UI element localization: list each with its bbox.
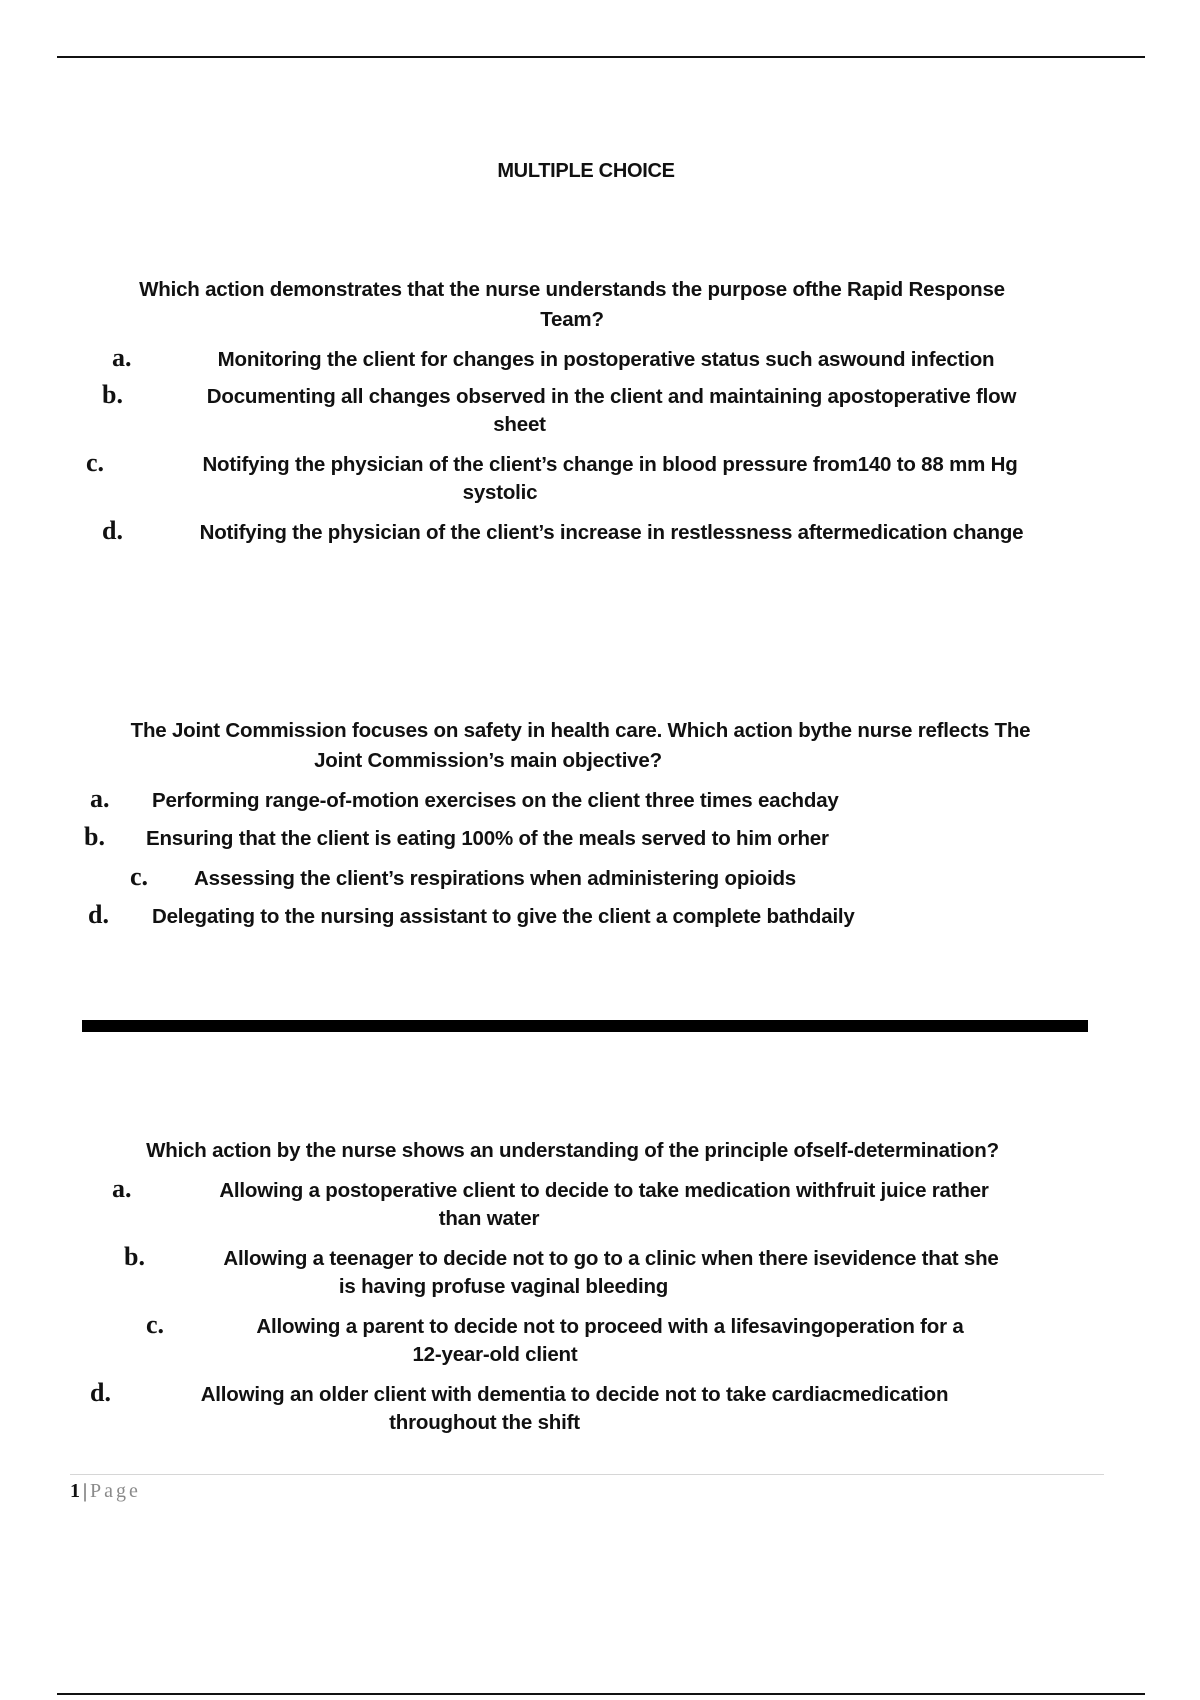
option-letter: c.: [146, 1310, 165, 1339]
page-label: Page: [90, 1480, 141, 1502]
option-letter: b.: [124, 1242, 145, 1271]
option-letter: c.: [86, 448, 105, 477]
q2-option-b[interactable]: [84, 822, 906, 853]
option-line: Notifying the physician of the client’s increase in restlessness aftermedication change: [199, 521, 1024, 544]
option-line: Documenting all changes observed in the client and maintaining apostoperative flow: [206, 385, 1017, 408]
q2-option-c[interactable]: [130, 862, 894, 893]
q3-option-d[interactable]: [90, 1378, 997, 1437]
question-2-stem: [88, 716, 1073, 776]
footer-rule: [70, 1474, 1104, 1475]
option-letter: d.: [102, 516, 123, 545]
option-line: Performing range-of-motion exercises on the client three times eachday: [152, 789, 839, 812]
q3-option-b[interactable]: [124, 1242, 1036, 1301]
stem-line: Which action demonstrates that the nurse understands the purpose ofthe Rapid Response: [139, 278, 1005, 301]
bottom-rule: [57, 1693, 1145, 1695]
q1-option-d[interactable]: [102, 516, 1059, 547]
option-line: Assessing the client’s respirations when administering opioids: [194, 867, 796, 890]
option-line: sheet: [493, 413, 546, 436]
option-text: [152, 1381, 997, 1437]
option-text: [152, 787, 902, 815]
option-text: [186, 1245, 1036, 1301]
option-letter: c.: [130, 862, 149, 891]
page-footer: [70, 1480, 141, 1503]
option-line: is having profuse vaginal bleeding: [338, 1275, 669, 1298]
option-line: Notifying the physician of the client’s change in blood pressure from140 to 88 mm Hg: [202, 453, 1018, 476]
stem-line: The Joint Commission focuses on safety in health care. Which action bythe nurse reflects The: [130, 719, 1031, 742]
q1-option-a[interactable]: [112, 343, 1036, 374]
option-letter: a.: [112, 343, 132, 372]
q3-option-a[interactable]: [112, 1174, 1034, 1233]
option-line: Allowing a postoperative client to decide to take medication withfruit juice rather: [219, 1179, 989, 1202]
option-letter: b.: [84, 822, 105, 851]
q3-option-c[interactable]: [146, 1310, 1010, 1369]
page-number: 1: [70, 1480, 80, 1502]
option-text: [210, 1313, 1010, 1369]
option-text: [146, 825, 906, 853]
stem-line: Which action by the nurse shows an understanding of the principle ofself-determination?: [146, 1139, 999, 1162]
option-letter: a.: [90, 784, 110, 813]
option-text: [176, 346, 1036, 374]
option-line: Allowing a parent to decide not to proceed with a lifesavingoperation for a: [256, 1315, 964, 1338]
section-divider: [82, 1020, 1088, 1032]
option-text: [150, 451, 1070, 507]
option-line: than water: [438, 1207, 540, 1230]
option-line: Allowing a teenager to decide not to go to a clinic when there isevidence that she: [223, 1247, 999, 1270]
question-1-stem: [100, 275, 1044, 335]
page-title: MULTIPLE CHOICE: [497, 160, 675, 182]
q2-option-d[interactable]: [88, 900, 952, 931]
option-line: 12-year-old client: [412, 1343, 578, 1366]
option-line: Monitoring the client for changes in postoperative status such aswound infection: [217, 348, 995, 371]
option-text: [164, 519, 1059, 547]
stem-line: Joint Commission’s main objective?: [314, 749, 662, 772]
top-rule: [57, 56, 1145, 58]
option-line: Delegating to the nursing assistant to give the client a complete bathdaily: [152, 905, 855, 928]
option-text: [174, 1177, 1034, 1233]
option-line: Ensuring that the client is eating 100% of the meals served to him orher: [146, 827, 829, 850]
option-line: throughout the shift: [389, 1411, 580, 1434]
option-text: [194, 865, 894, 893]
question-3-stem: [100, 1136, 1045, 1166]
option-letter: a.: [112, 1174, 132, 1203]
option-line: Allowing an older client with dementia to decide not to take cardiacmedication: [200, 1383, 949, 1406]
option-text: [152, 903, 952, 931]
option-letter: b.: [102, 380, 123, 409]
stem-line: Team?: [540, 308, 604, 331]
q1-option-b[interactable]: [102, 380, 1059, 439]
option-letter: d.: [90, 1378, 111, 1407]
option-text: [164, 383, 1059, 439]
option-line: systolic: [462, 481, 538, 504]
footer-separator: |: [83, 1480, 88, 1502]
q2-option-a[interactable]: [90, 784, 902, 815]
q1-option-c[interactable]: [86, 448, 1070, 507]
option-letter: d.: [88, 900, 109, 929]
